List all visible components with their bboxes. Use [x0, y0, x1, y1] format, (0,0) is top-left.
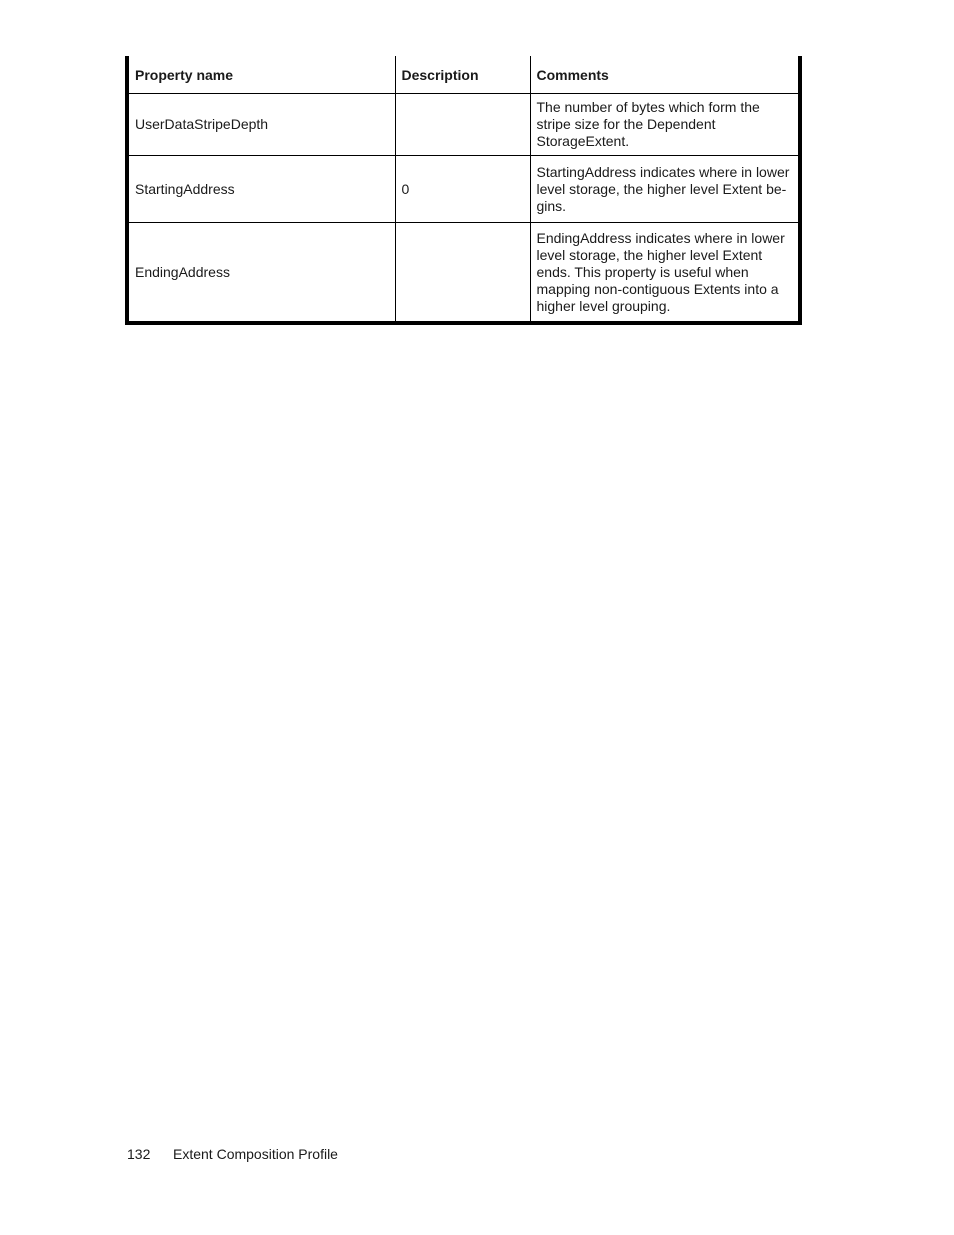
description-cell: 0	[395, 156, 530, 223]
description-cell	[395, 94, 530, 156]
page-number: 132	[127, 1146, 151, 1162]
table-header-row	[129, 56, 798, 94]
section-title: Extent Composition Profile	[173, 1146, 338, 1162]
table-row	[129, 94, 798, 156]
property-table	[129, 56, 798, 321]
comments-cell: StartingAddress indicates where in lower level storage, the higher level Extent be-gins.	[530, 156, 798, 223]
property-name-cell: StartingAddress	[129, 156, 395, 223]
property-name-cell: EndingAddress	[129, 223, 395, 322]
column-header-description: Description	[395, 56, 530, 94]
table-row	[129, 156, 798, 223]
property-table-container	[125, 56, 802, 325]
column-header-comments: Comments	[530, 56, 798, 94]
comments-cell: EndingAddress indicates where in lower level storage, the higher level Extent ends. This property is useful when mapping non-contiguous Extents into a higher level grouping.	[530, 223, 798, 322]
column-header-property-name: Property name	[129, 56, 395, 94]
table-row	[129, 223, 798, 322]
property-name-cell: UserDataStripeDepth	[129, 94, 395, 156]
description-cell	[395, 223, 530, 322]
comments-cell: The number of bytes which form the stripe size for the Dependent StorageExtent.	[530, 94, 798, 156]
page-footer	[127, 1145, 338, 1163]
